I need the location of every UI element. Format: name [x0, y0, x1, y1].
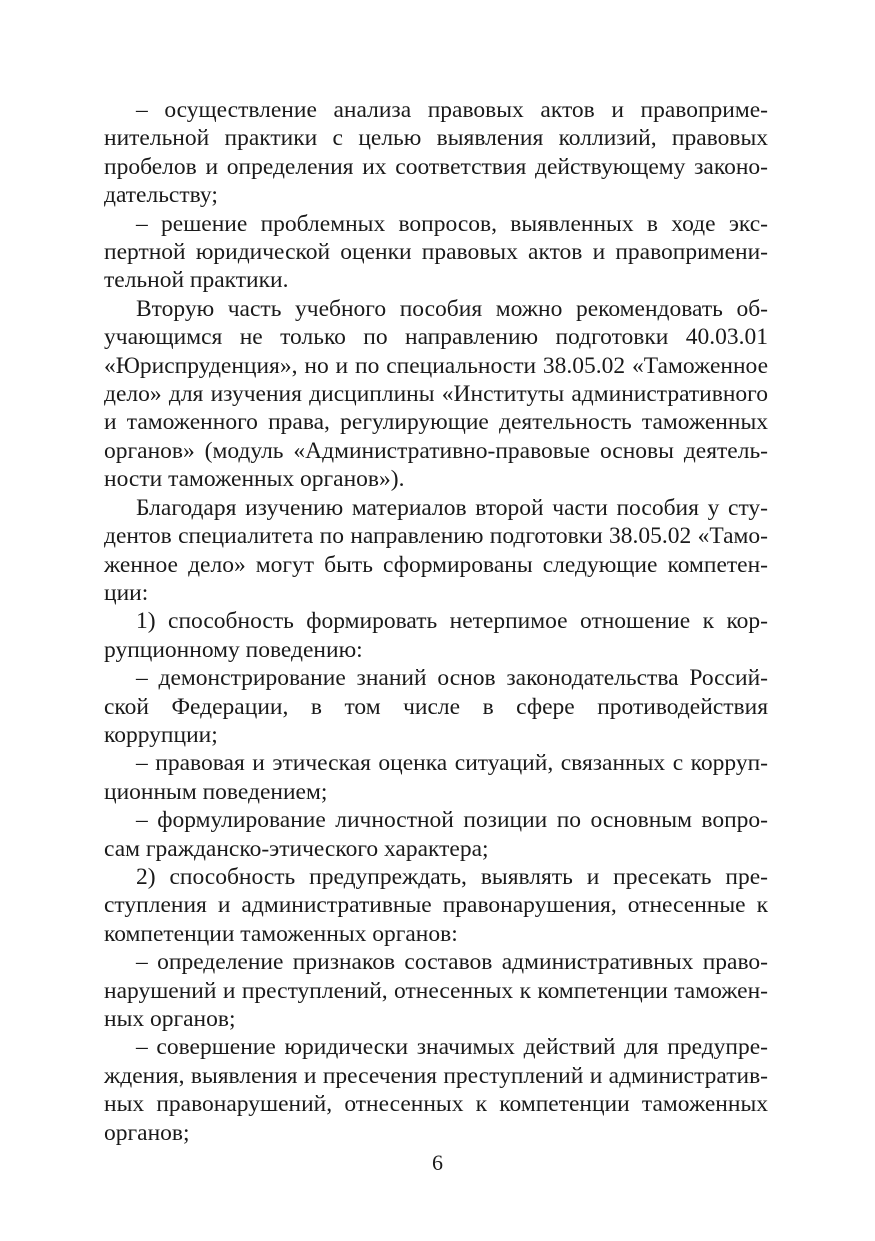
paragraph-6: – демонстрирование знаний основ законодательства Российской Федерации, в том числе в сфере противодействия коррупции;	[104, 665, 768, 748]
paragraph-8: – формулирование личностной позиции по основным вопросам гражданско-этического характера;	[104, 807, 768, 862]
paragraph-2: – решение проблемных вопросов, выявленных в ходе экспертной юридической оценки правовых актов и правоприменительной практики.	[104, 210, 768, 294]
paragraph-5: 1) способность формировать нетерпимое отношение к коррупционному поведению:	[104, 608, 768, 663]
body-text	[104, 96, 768, 1147]
paragraph-9: 2) способность предупреждать, выявлять и пресекать преступления и административные правонарушения, отнесенные к компетенции таможенных органов:	[104, 863, 768, 947]
paragraph-10: – определение признаков составов административных правонарушений и преступлений, отнесенных к компетенции таможенных органов;	[104, 949, 768, 1032]
page-number: 6	[432, 1150, 443, 1175]
paragraph-3: Вторую часть учебного пособия можно рекомендовать обучающимся не только по направлению подготовки 40.03.01 «Юриспруденция», но и по специальности 38.05.02 «Таможенное дело» для изучения дисциплины «Институты административного и таможенного права, регулирующие деятельность таможенных органов» (модуль «Административно-правовые основы деятельности таможенных органов»).	[104, 295, 768, 493]
paragraph-7: – правовая и этическая оценка ситуаций, связанных с коррупционным поведением;	[104, 750, 768, 805]
paragraph-11: – совершение юридически значимых действий для предупреждения, выявления и пресечения преступлений и административных правонарушений, отнесенных к компетенции таможенных органов;	[104, 1034, 768, 1146]
paragraph-1: – осуществление анализа правовых актов и правоприменительной практики с целью выявления коллизий, правовых пробелов и определения их соответствия действующему законодательству;	[104, 97, 768, 209]
paragraph-4: Благодаря изучению материалов второй части пособия у студентов специалитета по направлению подготовки 38.05.02 «Таможенное дело» могут быть сформированы следующие компетенции:	[104, 494, 768, 606]
